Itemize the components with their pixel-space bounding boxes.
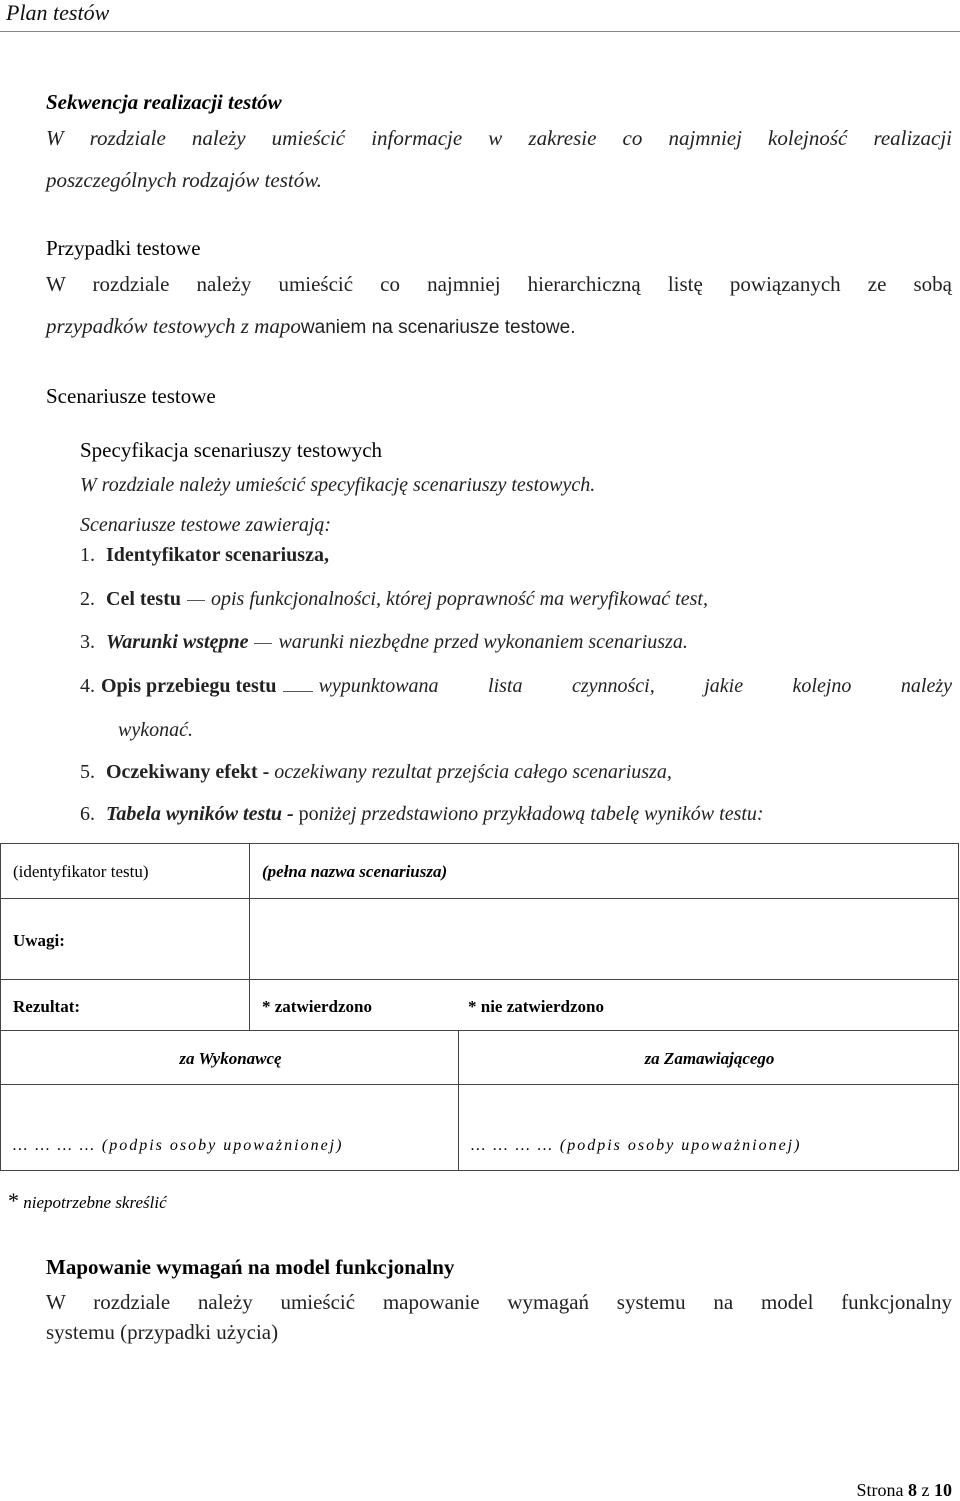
list-item-bold: Warunki wstępne	[106, 631, 249, 653]
sekwencja-line-2: poszczególnych rodzajów testów.	[46, 168, 322, 192]
przypadki-line-2	[46, 314, 576, 339]
result-label: Rezultat:	[13, 997, 81, 1016]
document-header-title: Plan testów	[6, 0, 110, 25]
list-item	[80, 631, 688, 654]
list-item-number: 3.	[80, 631, 95, 653]
list-item	[80, 588, 708, 611]
footnote-text: niepotrzebne skreślić	[23, 1193, 167, 1212]
table-cell-result-label	[0, 979, 250, 1031]
page-sep: z	[921, 1480, 930, 1500]
list-item-number: 5.	[80, 761, 95, 783]
section-title-mapowanie: Mapowanie wymagań na model funkcjonalny	[46, 1255, 455, 1279]
page-current: 8	[908, 1480, 917, 1500]
list-item-continuation: wykonać.	[118, 719, 193, 741]
dash	[254, 643, 272, 644]
section-title-scenariusze: Scenariusze testowe	[46, 384, 216, 408]
list-item-mid: po	[298, 803, 319, 825]
mapowanie-line-1: W rozdziale należy umieścić mapowanie wymagań systemu na model funkcjonalny	[46, 1290, 952, 1314]
list-item-rest: niżej przedstawiono przykładową tabelę wyników testu:	[318, 803, 764, 825]
page-number	[857, 1480, 953, 1501]
list-item-number: 6.	[80, 803, 95, 825]
przypadki-line-2-rest: waniem na scenariusze testowe.	[300, 317, 576, 338]
list-item	[80, 761, 672, 784]
table-cell-result-options	[249, 979, 959, 1031]
sekwencja-line-1: W rozdziale należy umieścić informacje w zakresie co najmniej kolejność realizacji	[46, 126, 952, 150]
dash	[187, 600, 205, 601]
scenario-name-label: (pełna nazwa scenariusza)	[262, 862, 448, 881]
scenariusze-contains-label: Scenariusze testowe zawierają:	[80, 514, 332, 536]
contractor-signature-line: … … … … (podpis osoby upoważnionej)	[13, 1137, 344, 1154]
page-total: 10	[934, 1480, 952, 1500]
table-cell-contractor-signature	[0, 1084, 459, 1171]
header-divider	[0, 31, 960, 32]
table-cell-notes-label	[0, 898, 250, 980]
result-approved-option: * zatwierdzono	[262, 997, 373, 1016]
section-title-przypadki: Przypadki testowe	[46, 236, 201, 260]
test-id-label: (identyfikator testu)	[13, 862, 149, 881]
table-cell-id	[0, 843, 250, 899]
list-item-bold: Identyfikator scenariusza,	[106, 544, 329, 566]
footnote	[8, 1188, 167, 1214]
list-item-number: 4.	[80, 675, 95, 697]
page-prefix: Strona	[856, 1480, 904, 1500]
table-cell-notes-value	[249, 898, 959, 980]
section-title-sekwencja: Sekwencja realizacji testów	[46, 90, 282, 114]
notes-label: Uwagi:	[13, 931, 65, 950]
specyfikacja-description: W rozdziale należy umieścić specyfikację scenariuszy testowych.	[80, 474, 596, 496]
list-item	[80, 675, 952, 698]
table-cell-contractor-header	[0, 1030, 459, 1085]
client-header: za Zamawiającego	[644, 1049, 775, 1068]
list-item-rest: opis funkcjonalności, której poprawność ma weryfikować test,	[210, 588, 708, 610]
footnote-star: *	[8, 1188, 19, 1213]
table-cell-client-signature	[458, 1084, 959, 1171]
list-item-bold: Cel testu	[106, 588, 181, 610]
dash	[283, 691, 313, 692]
result-table	[0, 843, 959, 1171]
list-item-bold: Oczekiwany efekt -	[106, 761, 270, 783]
subsection-title-specyfikacja: Specyfikacja scenariuszy testowych	[80, 438, 383, 462]
client-signature-line: … … … … (podpis osoby upoważnionej)	[471, 1137, 802, 1154]
list-item-bold: Tabela wyników testu -	[106, 803, 294, 825]
list-item	[80, 803, 764, 826]
przypadki-line-1: W rozdziale należy umieścić co najmniej hierarchiczną listę powiązanych ze sobą	[46, 272, 952, 296]
list-item-number: 2.	[80, 588, 95, 610]
table-cell-client-header	[458, 1030, 959, 1085]
przypadki-line-2-italic: przypadków testowych z mapo	[46, 314, 301, 338]
table-cell-name	[249, 843, 959, 899]
list-item-rest: oczekiwany rezultat przejścia całego scenariusza,	[274, 761, 672, 783]
mapowanie-line-2: systemu (przypadki użycia)	[46, 1320, 279, 1344]
list-item-bold: Opis przebiegu testu	[101, 675, 277, 697]
contractor-header: za Wykonawcę	[179, 1049, 282, 1068]
list-item-rest: wypunktowana lista czynności, jakie kolejno należy	[318, 675, 952, 697]
result-not-approved-option: * nie zatwierdzono	[468, 997, 604, 1016]
list-item-number: 1.	[80, 544, 95, 566]
list-item	[80, 544, 329, 567]
list-item-rest: warunki niezbędne przed wykonaniem scenariusza.	[278, 631, 688, 653]
